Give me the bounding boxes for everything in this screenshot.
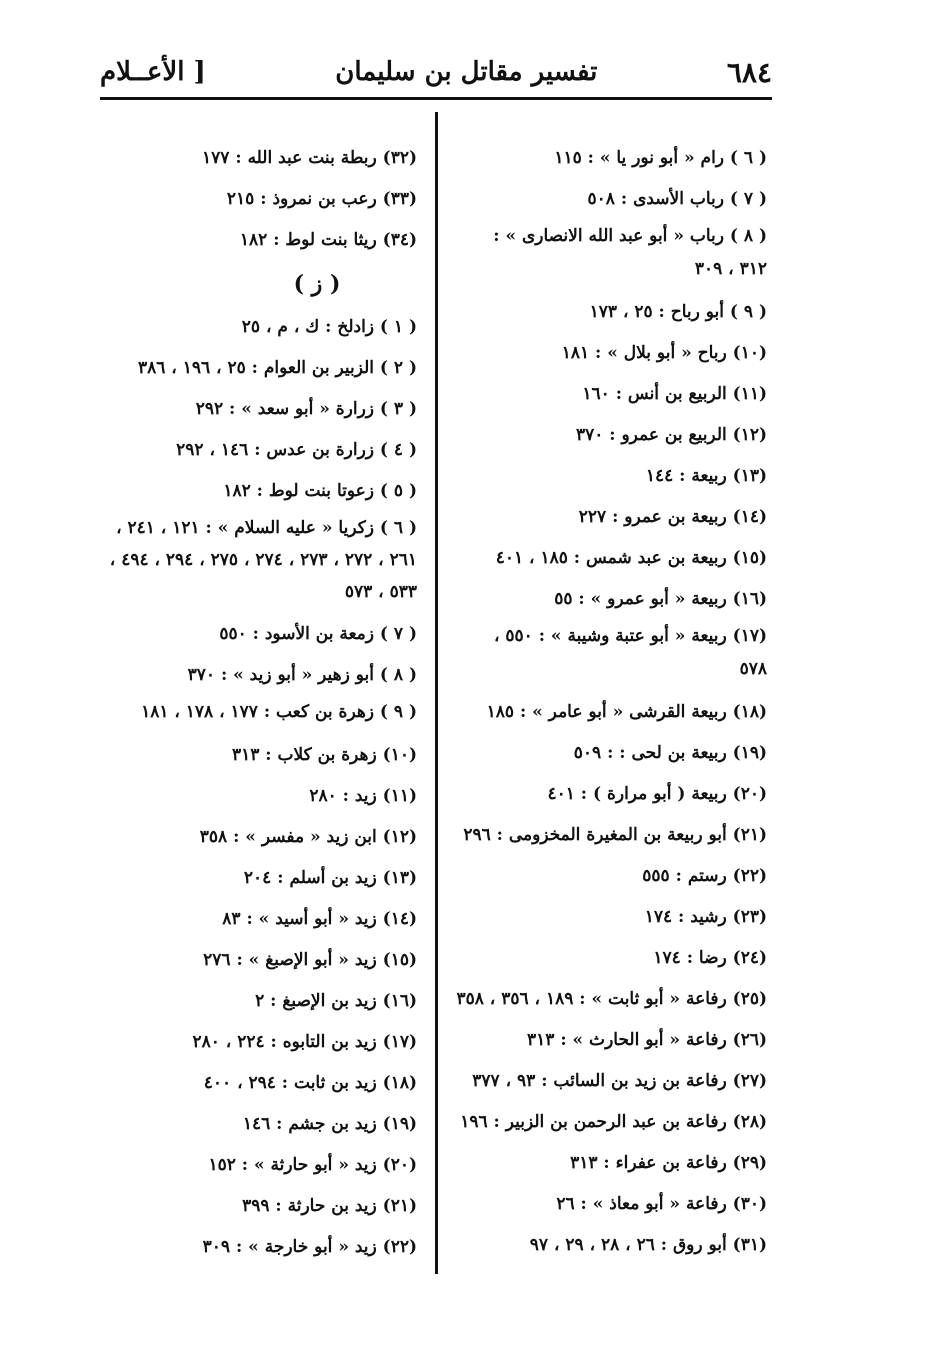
index-entry: (٢٥) رفاعة « أبو ثابت » : ١٨٩ ، ٣٥٦ ، ٣٥٨: [456, 989, 767, 1009]
index-entry: (١٥) زيد « أبو الإصبغ » : ٢٧٦: [203, 950, 417, 970]
section-title: [ الأعــلام: [100, 57, 206, 87]
index-entry: (١٥) ربيعة بن عبد شمس : ١٨٥ ، ٤٠١: [495, 548, 767, 568]
index-entry: ( ٨ ) رباب « أبو عبد الله الانصارى » : ٣١٢ ، ٣٠٩: [493, 226, 767, 279]
index-entry: (١٦) ربيعة « أبو عمرو » : ٥٥: [554, 589, 767, 609]
index-entry: (٢٦) رفاعة « أبو الحارث » : ٣١٣: [527, 1030, 767, 1050]
index-entry: (١٦) زيد بن الإصبغ : ٢: [255, 991, 417, 1011]
index-entry: (١٢) ابن زيد « مفسر » : ٣٥٨: [199, 827, 417, 847]
index-entry: (٢٩) رفاعة بن عفراء : ٣١٣: [570, 1153, 767, 1173]
index-entry: ( ٧ ) زمعة بن الأسود : ٥٥٠: [219, 624, 417, 644]
index-entry: ( ١ ) زادلخ : ك ، م ، ٢٥: [241, 317, 417, 337]
index-entry: (١٨) ربيعة القرشى « أبو عامر » : ١٨٥: [486, 702, 767, 722]
page-header: [100, 50, 772, 94]
left-column: [107, 138, 417, 1268]
index-entry: (١٤) ربيعة بن عمرو : ٢٢٧: [578, 507, 767, 527]
header-rule: [100, 97, 772, 100]
index-entry: (١٠) زهرة بن كلاب : ٣١٣: [231, 745, 417, 765]
index-entry: (٣١) أبو روق : ٢٦ ، ٢٨ ، ٢٩ ، ٩٧: [529, 1235, 767, 1255]
index-entry: (٢٢) زيد « أبو خارجة » : ٣٠٩: [202, 1237, 417, 1257]
index-entry: ( ٢ ) الزبير بن العوام : ٢٥ ، ١٩٦ ، ٣٨٦: [137, 358, 417, 378]
index-entry: (٢٣) رشيد : ١٧٤: [644, 907, 767, 927]
index-entry: (١٣) ربيعة : ١٤٤: [645, 466, 767, 486]
index-entry: (١٧) ربيعة « أبو عتبة وشيبة » : ٥٥٠ ، ٥٧٨: [493, 626, 767, 679]
index-entry: (٢١) زيد بن حارثة : ٣٩٩: [242, 1196, 417, 1216]
index-entry: ( ٩ ) أبو رباح : ٢٥ ، ١٧٣: [589, 302, 767, 322]
index-entry: (٢٨) رفاعة بن عبد الرحمن بن الزبير : ١٩٦: [460, 1112, 767, 1132]
index-entry: (٢٢) رستم : ٥٥٥: [642, 866, 767, 886]
index-entry: (٣٣) رعب بن نمروذ : ٢١٥: [226, 189, 417, 209]
letter-heading: ( ز ): [293, 271, 341, 297]
index-entry: (٢٧) رفاعة بن زيد بن السائب : ٩٣ ، ٣٧٧: [472, 1071, 767, 1091]
index-entry: (١٠) رباح « أبو بلال » : ١٨١: [561, 343, 767, 363]
index-entry: (١٧) زيد بن التابوه : ٢٢٤ ، ٢٨٠: [192, 1032, 417, 1052]
index-entry: ( ٥ ) زعوتا بنت لوط : ١٨٢: [223, 481, 417, 501]
index-entry: (٣٠) رفاعة « أبو معاذ » : ٢٦: [556, 1194, 767, 1214]
index-entry: (١١) الربيع بن أنس : ١٦٠: [582, 384, 767, 404]
index-entry: ( ٨ ) أبو زهير « أبو زيد » : ٣٧٠: [187, 665, 417, 685]
column-divider: [435, 112, 438, 1274]
index-entry: ( ٦ ) زكريا « عليه السلام » : ١٢١ ، ٢٤١ ، ٢٦١ ، ٢٧٢ ، ٢٧٣ ، ٢٧٤ ، ٢٧٥ ، ٢٩٤ ، ٤٩٤ ، ٥٣٣ ، ٥٧٣: [109, 518, 417, 602]
index-entry: (١٣) زيد بن أسلم : ٢٠٤: [243, 868, 417, 888]
index-entry: ( ٩ ) زهرة بن كعب : ١٧٧ ، ١٧٨ ، ١٨١: [141, 702, 417, 722]
index-entry: (٢١) أبو ربيعة بن المغيرة المخزومى : ٢٩٦: [463, 825, 767, 845]
index-entry: (١٤) زيد « أبو أسيد » : ٨٣: [222, 909, 417, 929]
index-entry: (٢٠) زيد « أبو حارثة » : ١٥٢: [208, 1155, 417, 1175]
index-entry: ( ٣ ) زرارة « أبو سعد » : ٢٩٢: [195, 399, 417, 419]
index-entry: (١٢) الربيع بن عمرو : ٣٧٠: [575, 425, 767, 445]
index-entry: (١١) زيد : ٢٨٠: [309, 786, 417, 806]
index-entry: (٣٢) ربطة بنت عبد الله : ١٧٧: [202, 148, 417, 168]
index-entry: (٢٠) ربيعة ( أبو مرارة ) : ٤٠١: [547, 784, 767, 804]
index-entry: ( ٧ ) رباب الأسدى : ٥٠٨: [587, 189, 767, 209]
book-title: تفسير مقاتل بن سليمان: [335, 57, 598, 87]
index-entry: (٣٤) ريثا بنت لوط : ١٨٢: [239, 230, 417, 250]
page-number: ٦٨٤: [726, 55, 772, 89]
index-entry: ( ٤ ) زرارة بن عدس : ١٤٦ ، ٢٩٢: [176, 440, 417, 460]
index-entry: (١٩) ربيعة بن لحى : : ٥٠٩: [573, 743, 767, 763]
index-entry: ( ٦ ) رام « أبو نور يا » : ١١٥: [554, 148, 767, 168]
index-entry: (٢٤) رضا : ١٧٤: [653, 948, 767, 968]
right-column: [456, 138, 767, 1266]
index-entry: (١٨) زيد بن ثابت : ٢٩٤ ، ٤٠٠: [203, 1073, 417, 1093]
index-entry: (١٩) زيد بن جشم : ١٤٦: [242, 1114, 417, 1134]
